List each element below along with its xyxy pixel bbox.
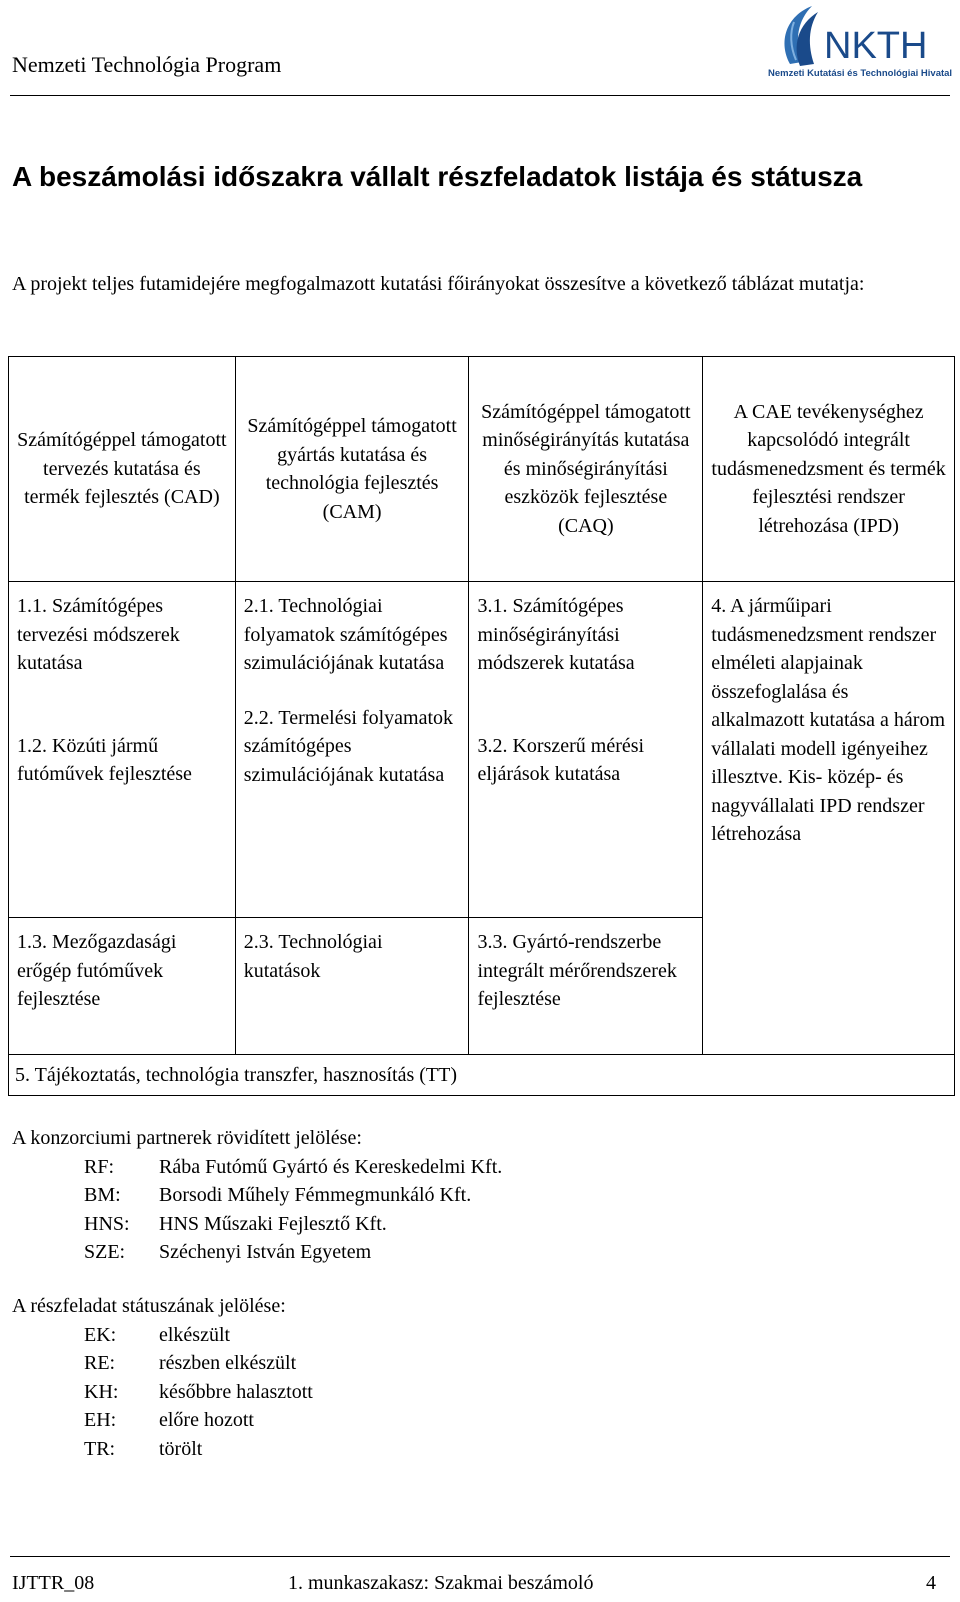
- task-3-2: 3.2. Korszerű mérési eljárások kutatása: [477, 734, 645, 785]
- program-title: Nemzeti Technológia Program: [12, 52, 282, 77]
- legend-key: TR:: [84, 1437, 116, 1460]
- partners-legend: [12, 1124, 502, 1267]
- nkth-logo: [768, 2, 958, 84]
- legend-value: későbbre halasztott: [159, 1380, 313, 1403]
- list-item: [12, 1210, 502, 1239]
- list-item: [12, 1378, 313, 1407]
- legend-key: EH:: [84, 1409, 117, 1432]
- legend-value: törölt: [159, 1437, 203, 1460]
- task-3-3: 3.3. Gyártó-rendszerbe integrált mérőrendszerek fejlesztése: [469, 918, 703, 1055]
- legend-key: EK:: [84, 1323, 117, 1346]
- list-item: [12, 1238, 502, 1267]
- legend-key: SZE:: [84, 1241, 126, 1264]
- task-2-1: 2.1. Technológiai folyamatok számítógépes szimulációjának kutatása: [243, 595, 448, 674]
- task-2-2: 2.2. Termelési folyamatok számítógépes szimulációjának kutatása: [243, 706, 454, 786]
- legend-key: HNS:: [84, 1212, 130, 1235]
- logo-text: NKTH: [824, 25, 928, 67]
- intro-paragraph: A projekt teljes futamidejére megfogalmazott kutatási főirányokat összesítve a következő táblázat mutatja:: [12, 273, 865, 295]
- legend-value: részben elkészült: [159, 1352, 297, 1375]
- legend-key: KH:: [84, 1380, 119, 1403]
- list-item: [12, 1435, 313, 1464]
- legend-value: Borsodi Műhely Fémmegmunkáló Kft.: [159, 1184, 472, 1207]
- legend-key: BM:: [84, 1184, 121, 1207]
- task-2-3: 2.3. Technológiai kutatások: [235, 918, 469, 1055]
- logo-subtitle: Nemzeti Kutatási és Technológiai Hivatal: [768, 68, 953, 79]
- table-row: [9, 1055, 955, 1096]
- legend-value: HNS Műszaki Fejlesztő Kft.: [159, 1212, 387, 1235]
- task-5: 5. Tájékoztatás, technológia transzfer, hasznosítás (TT): [9, 1055, 955, 1096]
- list-item: [12, 1406, 313, 1435]
- status-legend: [12, 1292, 313, 1464]
- header-cad: Számítógéppel támogatott tervezés kutatása és termék fejlesztés (CAD): [9, 357, 236, 582]
- task-1-1: 1.1. Számítógépes tervezési módszerek kutatása: [17, 595, 180, 674]
- header-ipd: A CAE tevékenységhez kapcsolódó integrált tudásmenedzsment és termék fejlesztési rendszer létrehozása (IPD): [703, 357, 955, 582]
- footer-section: 1. munkaszakasz: Szakmai beszámoló: [288, 1572, 594, 1594]
- task-3-1: 3.1. Számítógépes minőségirányítási módszerek kutatása: [477, 595, 635, 674]
- cell-caq-tasks: [469, 582, 703, 918]
- header-cam: Számítógéppel támogatott gyártás kutatása és technológia fejlesztés (CAM): [235, 357, 469, 582]
- research-directions-table: [8, 356, 955, 1096]
- list-item: [12, 1153, 502, 1182]
- legend-key: RF:: [84, 1155, 115, 1178]
- list-item: [12, 1181, 502, 1210]
- legend-value: előre hozott: [159, 1409, 254, 1432]
- header-rule: [10, 95, 950, 96]
- cell-cad-tasks: [9, 582, 236, 918]
- task-1-2: 1.2. Közúti jármű futóművek fejlesztése: [17, 734, 192, 785]
- nkth-logo-graphic: [768, 2, 958, 84]
- legend-key: RE:: [84, 1352, 116, 1375]
- page-title: A beszámolási időszakra vállalt részfeladatok listája és státusza: [12, 161, 863, 192]
- legend-value: elkészült: [159, 1323, 231, 1346]
- footer-code: IJTTR_08: [12, 1572, 95, 1594]
- page-number: 4: [926, 1572, 936, 1594]
- header-caq: Számítógéppel támogatott minőségirányítás kutatása és minőségirányítási eszközök fejlesztése (CAQ): [469, 357, 703, 582]
- task-4: 4. A járműipari tudásmenedzsment rendszer elméleti alapjainak összefoglalása és alkalmazott kutatása a három vállalati modell igényeihez illesztve. Kis- közép- és nagyvállalati IPD rendszer létrehozása: [711, 595, 946, 845]
- legend-value: Széchenyi István Egyetem: [159, 1241, 372, 1264]
- list-item: [12, 1321, 313, 1350]
- table-header-row: [9, 357, 955, 582]
- cell-cam-tasks: [235, 582, 469, 918]
- partners-title: A konzorciumi partnerek rövidített jelölése:: [12, 1127, 362, 1149]
- status-title: A részfeladat státuszának jelölése:: [12, 1295, 286, 1317]
- legend-value: Rába Futómű Gyártó és Kereskedelmi Kft.: [159, 1155, 503, 1178]
- cell-ipd-tasks: [703, 582, 955, 1055]
- footer-rule: [10, 1556, 950, 1557]
- table-row: [9, 582, 955, 918]
- list-item: [12, 1349, 313, 1378]
- task-1-3: 1.3. Mezőgazdasági erőgép futóművek fejlesztése: [9, 918, 236, 1055]
